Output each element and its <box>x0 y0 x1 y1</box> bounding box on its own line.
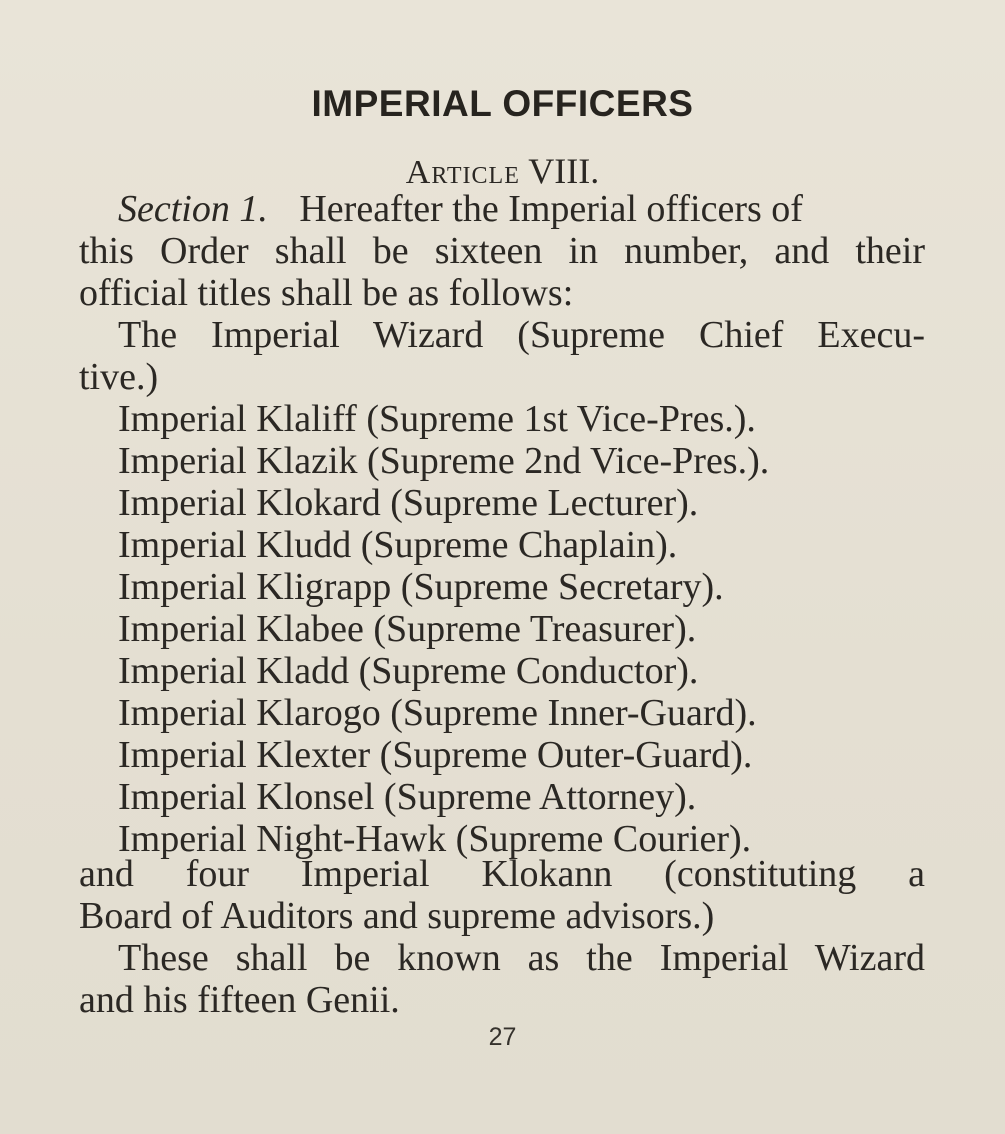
section-intro-text: Hereafter the Imperial officers of <box>299 188 803 230</box>
section-intro-line <box>118 188 803 230</box>
officer-line: Imperial Klazik (Supreme 2nd Vice-Pres.). <box>118 440 770 482</box>
officer-line: Imperial Klaliff (Supreme 1st Vice-Pres.). <box>118 398 756 440</box>
officer-line: Imperial Kladd (Supreme Conductor). <box>118 650 699 692</box>
page-number: 27 <box>488 1023 517 1051</box>
section-label: Section 1. <box>118 188 268 230</box>
officer-line: Imperial Kludd (Supreme Chaplain). <box>118 524 678 566</box>
article-numeral: VIII. <box>528 151 600 191</box>
officer-line: Imperial Klarogo (Supreme Inner-Guard). <box>118 692 757 734</box>
officer-line: Imperial Klokard (Supreme Lecturer). <box>118 482 699 524</box>
article-prefix: Article <box>405 154 520 191</box>
officer-line: Imperial Kligrapp (Supreme Secretary). <box>118 566 724 608</box>
klokann-line: Board of Auditors and supreme advisors.) <box>79 895 715 937</box>
closing-line: These shall be known as the Imperial Wizard <box>118 937 925 979</box>
wizard-title-line: The Imperial Wizard (Supreme Chief Execu- <box>118 314 925 356</box>
section-intro-line: this Order shall be sixteen in number, and their <box>79 230 925 272</box>
wizard-title-line: tive.) <box>79 356 159 398</box>
officer-line: Imperial Night-Hawk (Supreme Courier). <box>118 818 752 860</box>
closing-line: and his fifteen Genii. <box>79 979 400 1021</box>
officer-line: Imperial Klonsel (Supreme Attorney). <box>118 776 697 818</box>
section-intro-line: official titles shall be as follows: <box>79 272 574 314</box>
article-title <box>0 150 1005 192</box>
page-heading: IMPERIAL OFFICERS <box>311 83 694 124</box>
officer-line: Imperial Klexter (Supreme Outer-Guard). <box>118 734 753 776</box>
officer-line: Imperial Klabee (Supreme Treasurer). <box>118 608 697 650</box>
klokann-line: and four Imperial Klokann (constituting a <box>79 853 925 895</box>
